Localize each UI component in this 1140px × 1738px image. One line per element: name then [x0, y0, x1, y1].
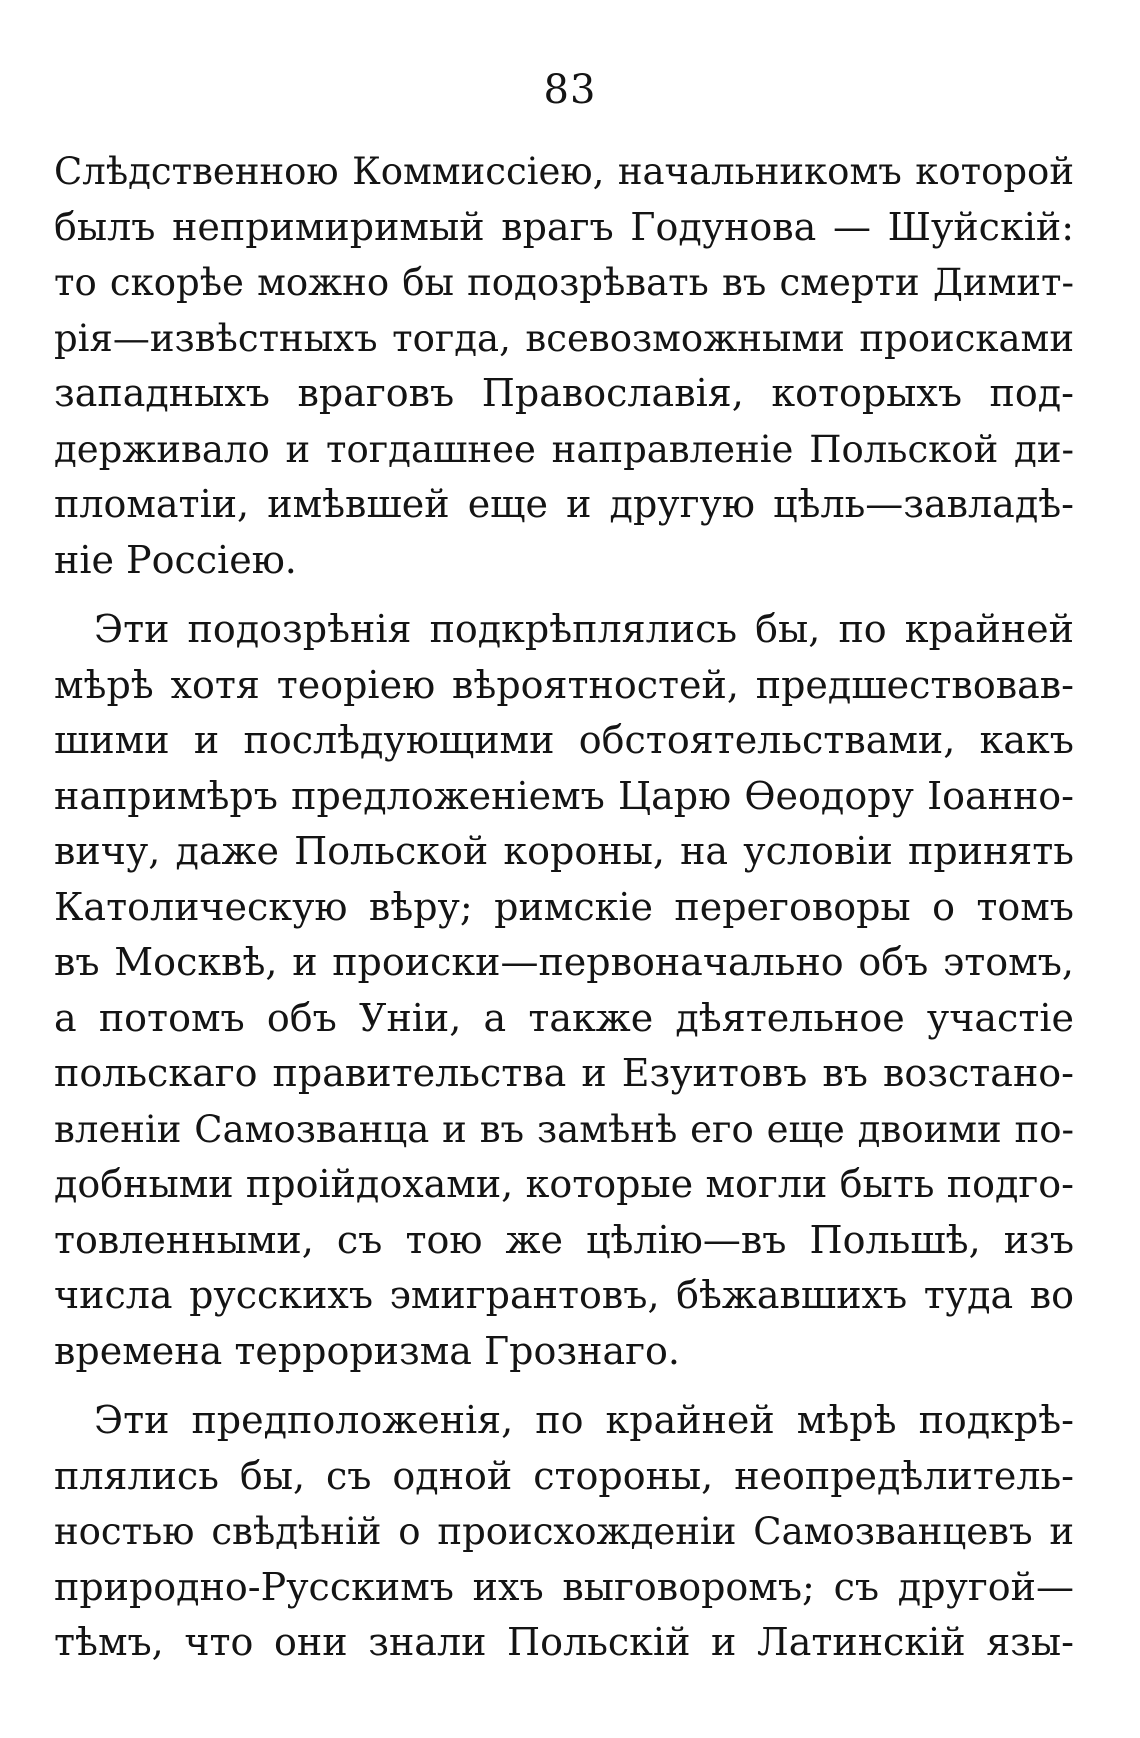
- paragraph-1: [54, 144, 1074, 588]
- text-line: держивало и тогдашнее направленіе Польской ди-: [54, 427, 1074, 471]
- page-number: 83: [543, 67, 597, 113]
- text-line: ностью свѣдѣній о происхожденіи Самозванцевъ и: [54, 1510, 1074, 1553]
- text-line: мѣрѣ хотя теоріею вѣроятностей, предшествовав-: [54, 662, 1074, 707]
- text-line: то скорѣе можно бы подозрѣвать въ смерти Димит-: [54, 261, 1074, 304]
- paragraph-spacer: [54, 1379, 1074, 1393]
- paragraph-3: [54, 1393, 1074, 1671]
- text-line: товленными, съ тою же цѣлію—въ Польшѣ, изъ: [54, 1217, 1074, 1262]
- paragraph-spacer: [54, 588, 1074, 602]
- paragraph-2: [54, 602, 1074, 1379]
- text-line: пломатіи, имѣвшей еще и другую цѣль—завладѣ-: [54, 482, 1074, 526]
- text-line: былъ непримиримый врагъ Годунова — Шуйскій:: [54, 204, 1074, 249]
- text-line: въ Москвѣ, и происки—первоначально объ этомъ,: [54, 940, 1074, 984]
- text-line: природно-Русскимъ ихъ выговоромъ; съ другой—: [54, 1564, 1074, 1609]
- text-line: а потомъ объ Уніи, а также дѣятельное участіе: [54, 995, 1074, 1040]
- text-line: шими и послѣдующими обстоятельствами, какъ: [54, 718, 1074, 762]
- text-line: добными проійдохами, которые могли быть подго-: [54, 1162, 1074, 1206]
- text-line: ніе Россіею.: [54, 537, 297, 582]
- text-line: времена терроризма Грознаго.: [54, 1328, 680, 1373]
- text-line: Эти подозрѣнія подкрѣплялись бы, по крайней: [94, 607, 1074, 651]
- text-line: вичу, даже Польской короны, на условіи принять: [54, 829, 1074, 873]
- text-line: плялись бы, съ одной стороны, неопредѣлитель-: [54, 1453, 1074, 1498]
- text-line: числа русскихъ эмигрантовъ, бѣжавшихъ туда во: [54, 1273, 1074, 1317]
- body-text: [54, 144, 1074, 1671]
- text-line: рія—извѣстныхъ тогда, всевозможными происками: [54, 316, 1074, 360]
- text-line: западныхъ враговъ Православія, которыхъ под-: [54, 371, 1074, 415]
- text-line: Католическую вѣру; римскіе переговоры о томъ: [54, 884, 1074, 929]
- text-line: Эти предположенія, по крайней мѣрѣ подкрѣ-: [94, 1398, 1074, 1442]
- text-line: напримѣръ предложеніемъ Царю Ѳеодору Іоанно-: [54, 773, 1074, 818]
- text-line: Слѣдственною Коммиссіею, начальникомъ которой: [54, 150, 1074, 193]
- text-line: тѣмъ, что они знали Польскій и Латинскій язы-: [54, 1620, 1074, 1664]
- text-line: вленіи Самозванца и въ замѣнѣ его еще двоими по-: [54, 1107, 1074, 1151]
- text-line: польскаго правительства и Езуитовъ въ возстано-: [54, 1051, 1074, 1095]
